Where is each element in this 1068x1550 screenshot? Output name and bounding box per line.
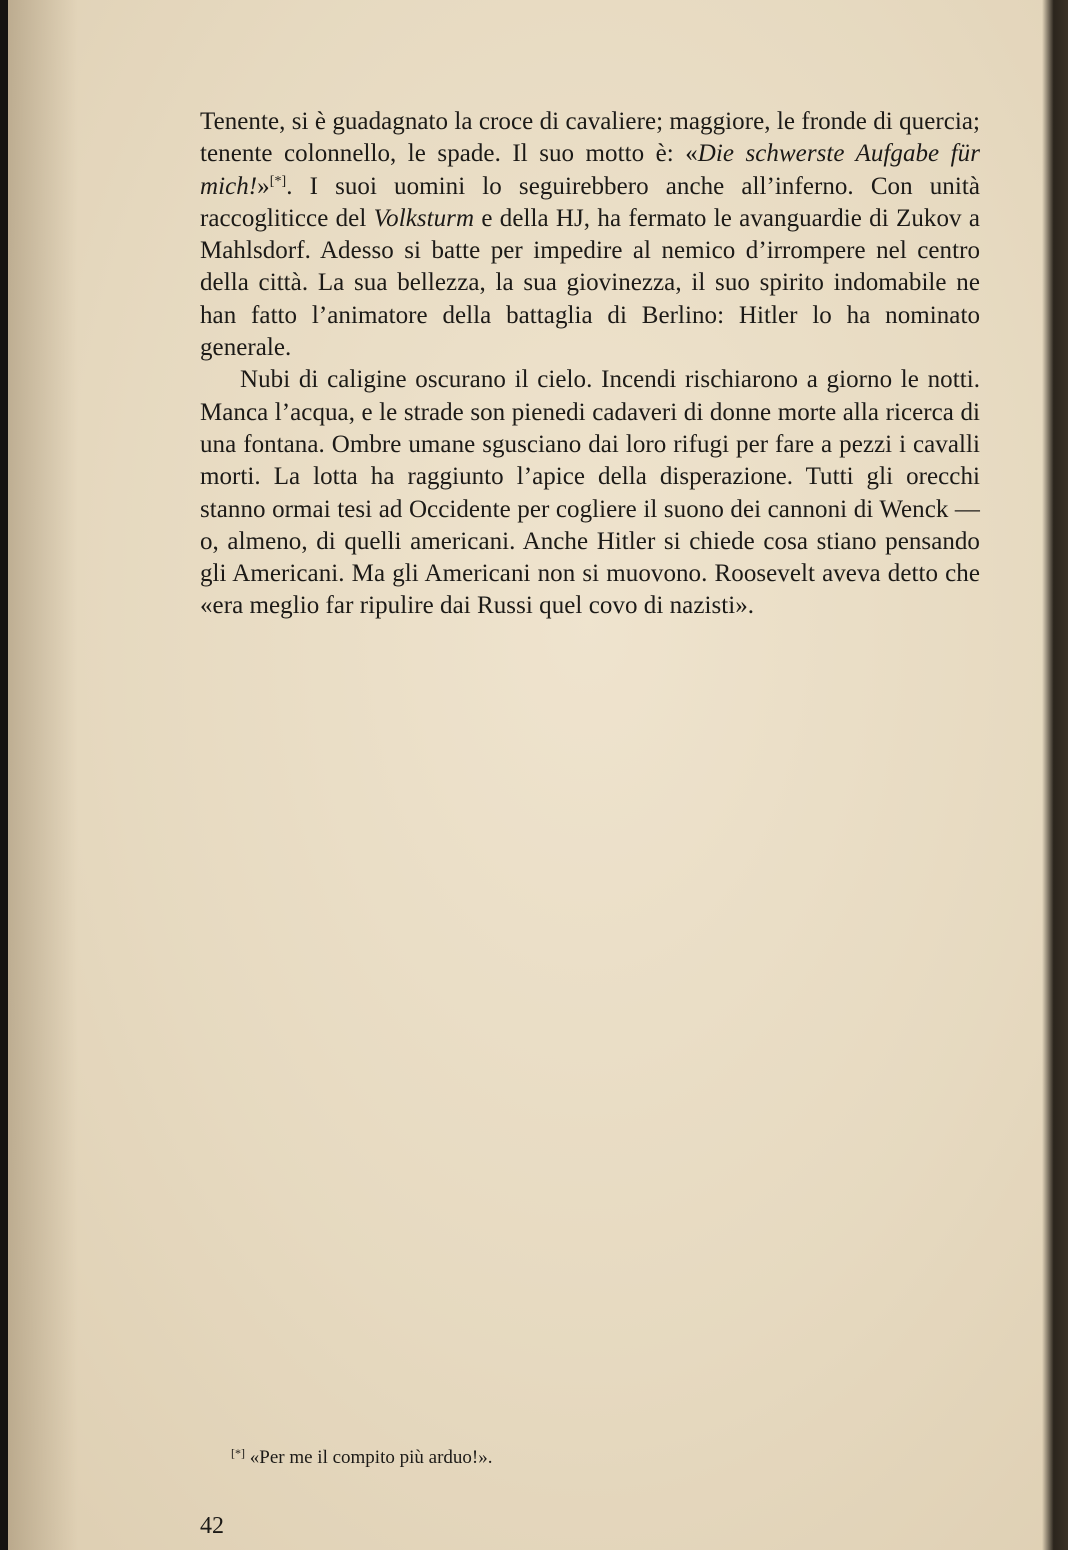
binding-edge <box>0 0 8 1550</box>
footnote-marker: [*] <box>231 1446 245 1460</box>
footnote-reference: [*] <box>269 173 287 189</box>
closing-quote: » <box>257 172 270 200</box>
paragraph-1 <box>200 106 980 364</box>
volksturm-italic: Volksturm <box>373 204 475 232</box>
page-number: 42 <box>200 1513 224 1539</box>
paragraph-1-text-a: Tenente, si è guadagnato la croce di cavaliere; maggiore, le fronde di quercia; tenente colonnello, le spade. Il suo motto è: « <box>200 108 980 168</box>
motto-italic: Die schwerste Aufgabe für mich! <box>200 140 981 200</box>
footnote <box>231 1446 492 1470</box>
paragraph-1-text-c: . I suoi uomini lo seguirebbero anche all’inferno. Con unità raccogliticce del <box>200 172 980 232</box>
paragraph-1-text-d: e della HJ, ha fermato le avanguardie di Zukov a Mahlsdorf. Adesso si batte per impedire al nemico d’irrompere nel centro della città. La sua bellezza, la sua giovinezza, il suo spirito indomabile ne han fatto l’animatore della battaglia di Berlino: Hitler lo ha nominato generale. <box>200 204 980 362</box>
binding-shadow <box>8 0 78 1550</box>
body-text <box>200 106 980 623</box>
footnote-text: «Per me il compito più arduo!». <box>245 1447 493 1468</box>
paragraph-2: Nubi di caligine oscurano il cielo. Incendi rischiarono a giorno le notti. Manca l’acqua, e le strade son pienedi cadaveri di donne morte alla ricerca di una fontana. Ombre umane sgusciano dai loro rifugi per fare a pezzi i cavalli morti. La lotta ha raggiunto l’apice della disperazione. Tutti gli orecchi stanno ormai tesi ad Occidente per cogliere il suono dei cannoni di Wenck — o, almeno, di quelli americani. Anche Hitler si chiede cosa stiano pensando gli Americani. Ma gli Americani non si muovono. Roosevelt aveva detto che «era meglio far ripulire dai Russi quel covo di nazisti». <box>200 366 980 620</box>
page-right-edge <box>1042 0 1068 1550</box>
